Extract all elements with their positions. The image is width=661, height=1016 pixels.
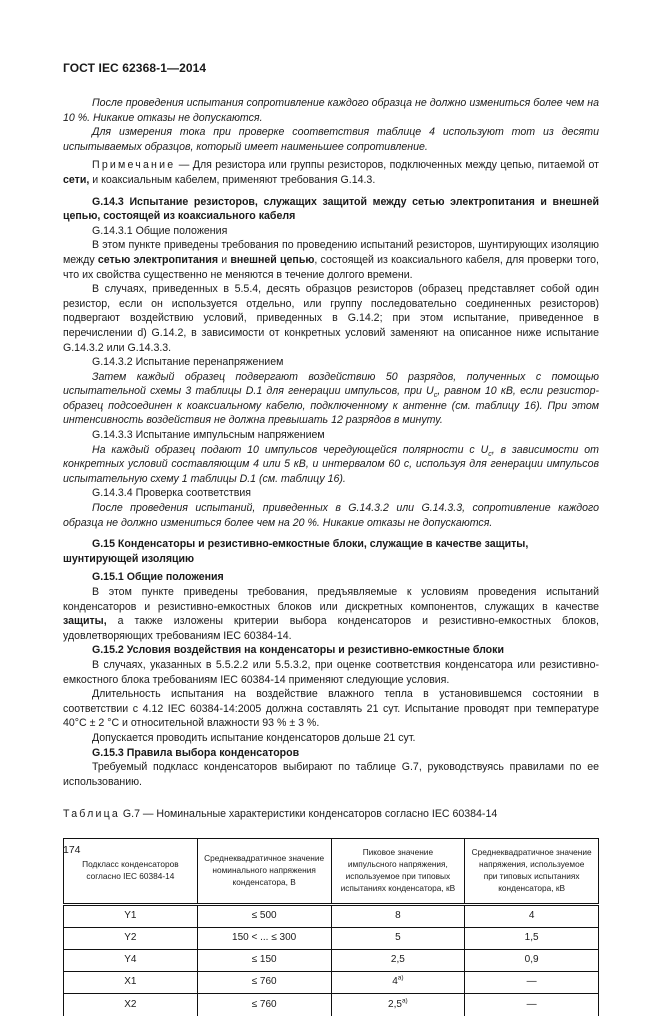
- cell-subclass: X2: [64, 993, 198, 1016]
- subsection-heading: G.14.3.2 Испытание перенапряжением: [92, 356, 284, 369]
- capacitor-ratings-table: [63, 838, 599, 1016]
- cell-rated-voltage: ≤ 760: [197, 971, 331, 993]
- subsection-heading-g15-1: G.15.1 Общие положения: [92, 571, 224, 584]
- column-header-rms-test: Среднеквадратичное значение напряжения, используемое при типовых испытаниях конденсатора, кВ: [465, 838, 599, 904]
- paragraph: Длительность испытания на воздействие влажного тепла в установившемся состоянии в соответствии с 4.12 IEC 60384-14:2005 должна составлять 21 сут. Испытание проводят при температуре 40°C ± 2 °C и относительной влажности 93 % ± 3 %.: [63, 688, 599, 730]
- section-heading-g14-3: G.14.3 Испытание резисторов, служащих защитой между сетью электропитания и внешней цепью, состоящей из коаксиального кабеля: [63, 195, 599, 223]
- document-body: [63, 96, 599, 1016]
- document-header: ГОСТ IEC 62368-1—2014: [63, 61, 207, 75]
- table-row: [64, 949, 599, 971]
- table-header-row: [64, 838, 599, 904]
- cell-rms-test: —: [465, 971, 599, 993]
- column-header-subclass: Подкласс конденсаторов согласно IEC 60384-14: [64, 838, 198, 904]
- paragraph: После проведения испытания сопротивление каждого образца не должно измениться более чем на 10 %. Никакие отказы не допускаются.: [63, 97, 599, 124]
- paragraph: В этом пункте приведены требования, предъявляемые к условиям проведения испытаний конденсаторов и резистивно-емкостных блоков или дискретных компонентов, служащих в качестве защиты, а также изложены критерии выбора конденсаторов и резистивно-емкостных блоков, удовлетворяющих требованиям IEC 60384-14.: [63, 586, 599, 642]
- cell-rated-voltage: ≤ 500: [197, 904, 331, 927]
- cell-subclass: X1: [64, 971, 198, 993]
- table-row: [64, 993, 599, 1016]
- paragraph: После проведения испытаний, приведенных в G.14.3.2 или G.14.3.3, сопротивление каждого образца не должно измениться более чем на 20 %. Никакие отказы не допускаются.: [63, 502, 599, 529]
- paragraph: В случаях, приведенных в 5.5.4, десять образцов резисторов (образец представляет собой один резистор, если он используется отдельно, или группу последовательно соединенных резисторов) подвергают воздействию условий, приведенных в G.14.2; при этом испытание, приведенное в перечислении d) G.14.2, в зависимости от конкретных условий заменяют на описанное ниже испытание G.14.3.2 или G.14.3.3.: [63, 283, 599, 354]
- paragraph: Допускается проводить испытание конденсаторов дольше 21 сут.: [92, 731, 416, 744]
- paragraph: Затем каждый образец подвергают воздействию 50 разрядов, полученных с помощью испытательной схемы 3 таблицы D.1 для генерации импульсов, при $U_c$, равном 10 кВ, если резистор-образец подсоединен к коаксиальному кабелю, подключенному к антенне (см. таблицу 16). При этом интенсивность воздействия не должна превышать 12 разрядов в минуту.: [63, 370, 599, 427]
- footnote-marker: a): [401, 997, 408, 1005]
- table-row: [64, 971, 599, 993]
- cell-rms-test: 4: [465, 904, 599, 927]
- footnote-marker: a): [397, 974, 404, 982]
- cell-rated-voltage: ≤ 760: [197, 993, 331, 1016]
- paragraph: В случаях, указанных в 5.5.2.2 или 5.5.3.2, при оценке соответствия конденсатора или резистивно-емкостного блока требованиям IEC 60384-14 применяют следующие условия.: [63, 658, 599, 686]
- subsection-heading: G.14.3.3 Испытание импульсным напряжением: [92, 429, 325, 442]
- page-number: 174: [63, 844, 81, 856]
- cell-rms-test: 0,9: [465, 949, 599, 971]
- subsection-heading-g15-2: G.15.2 Условия воздействия на конденсаторы и резистивно-емкостные блоки: [92, 644, 504, 657]
- table-caption: Таблица G.7 — Номинальные характеристики конденсаторов согласно IEC 60384-14: [63, 808, 498, 821]
- note-label: Примечание: [92, 159, 176, 172]
- table-row: [64, 927, 599, 949]
- column-header-rated-voltage: Среднеквадратичное значение номинального напряжения конденсатора, В: [197, 838, 331, 904]
- paragraph: На каждый образец подают 10 импульсов чередующейся полярности с $U_c$, в зависимости от конкретных условий составляющим 4 или 5 кВ, и интервалом 60 с, используя для генерации импульсов испытательную схему 1 таблицы D.1 (см. таблицу 16).: [63, 443, 599, 485]
- cell-subclass: Y2: [64, 927, 198, 949]
- subsection-heading: G.14.3.1 Общие положения: [92, 224, 228, 237]
- paragraph: Требуемый подкласс конденсаторов выбирают по таблице G.7, руководствуясь правилами по ее использованию.: [63, 761, 599, 788]
- table-row: [64, 904, 599, 927]
- section-heading-g15: G.15 Конденсаторы и резистивно-емкостные блоки, служащие в качестве защиты, шунтирующей изоляцию: [63, 538, 529, 565]
- cell-peak-pulse: 5: [331, 927, 465, 949]
- paragraph: В этом пункте приведены требования по проведению испытаний резисторов, шунтирующих изоляцию между сетью электропитания и внешней цепью, состоящей из коаксиального кабеля, для проверки того, что их свойства существенно не меняются в течение долгого времени.: [63, 239, 599, 281]
- cell-peak-pulse: 4$^{a)}$: [331, 971, 465, 993]
- cell-subclass: Y4: [64, 949, 198, 971]
- column-header-peak-pulse: Пиковое значение импульсного напряжения, используемое при типовых испытаниях конденсатора, кВ: [331, 838, 465, 904]
- cell-peak-pulse: 8: [331, 904, 465, 927]
- cell-peak-pulse: 2,5$^{a)}$: [331, 993, 465, 1016]
- cell-peak-pulse: 2,5: [331, 949, 465, 971]
- cell-rms-test: —: [465, 993, 599, 1016]
- note: Примечание — Для резистора или группы резисторов, подключенных между цепью, питаемой от сети, и коаксиальным кабелем, применяют требования G.14.3.: [63, 159, 599, 186]
- paragraph: Для измерения тока при проверке соответствия таблице 4 используют тот из десяти испытываемых образцов, который имеет наименьшее сопротивление.: [63, 126, 599, 153]
- cell-rated-voltage: 150 < ... ≤ 300: [197, 927, 331, 949]
- cell-rated-voltage: ≤ 150: [197, 949, 331, 971]
- subsection-heading-g15-3: G.15.3 Правила выбора конденсаторов: [92, 746, 300, 759]
- subsection-heading: G.14.3.4 Проверка соответствия: [92, 487, 252, 500]
- cell-subclass: Y1: [64, 904, 198, 927]
- cell-rms-test: 1,5: [465, 927, 599, 949]
